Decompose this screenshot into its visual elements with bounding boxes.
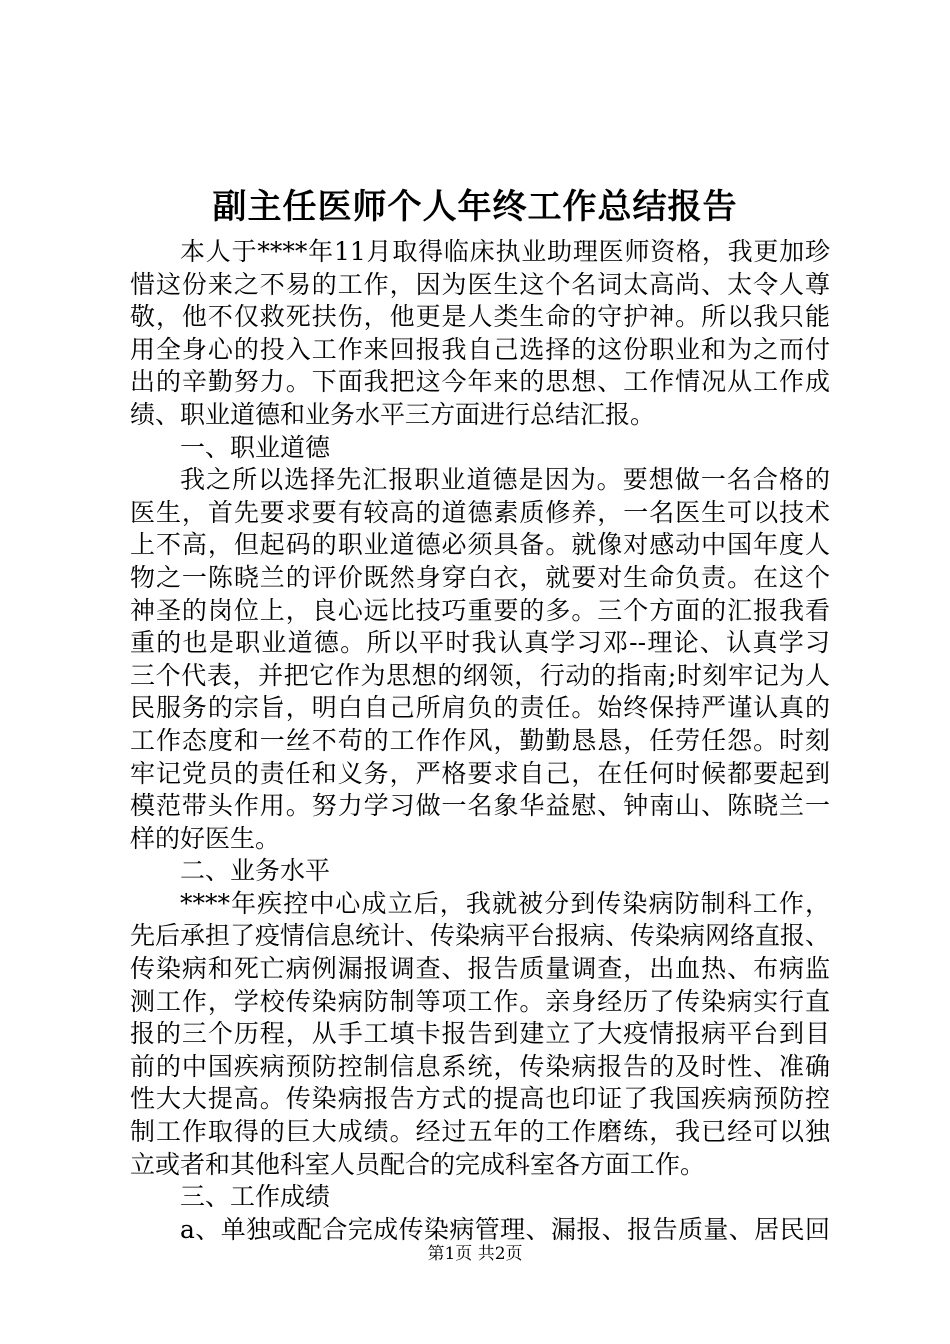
paragraph-line: 本人于****年11月取得临床执业助理医师资格，我更加珍	[180, 237, 830, 266]
paragraph-line: a、单独或配合完成传染病管理、漏报、报告质量、居民回	[180, 1214, 830, 1244]
paragraph-line: 出的辛勤努力。下面我把这今年来的思想、工作情况从工作成	[130, 367, 830, 397]
paragraph-line: 报的三个历程，从手工填卡报告到建立了大疫情报病平台到目	[130, 1019, 830, 1049]
paragraph-line: 制工作取得的巨大成绩。经过五年的工作磨练，我已经可以独	[130, 1117, 830, 1147]
paragraph-line: 工作态度和一丝不苟的工作作风，勤勤恳恳，任劳任怨。时刻	[130, 725, 830, 755]
page-footer: 第1页 共2页	[427, 1244, 523, 1264]
document-title: 副主任医师个人年终工作总结报告	[212, 187, 738, 227]
paragraph-line: 神圣的岗位上，良心远比技巧重要的多。三个方面的汇报我看	[130, 595, 830, 625]
paragraph-line: 用全身心的投入工作来回报我自己选择的这份职业和为之而付	[130, 334, 830, 364]
paragraph-line: 前的中国疾病预防控制信息系统，传染病报告的及时性、准确	[130, 1051, 830, 1081]
paragraph-line: 敬，他不仅救死扶伤，他更是人类生命的守护神。所以我只能	[130, 302, 830, 332]
paragraph-line: 模范带头作用。努力学习做一名象华益慰、钟南山、陈晓兰一	[130, 791, 830, 821]
paragraph-line: 我之所以选择先汇报职业道德是因为。要想做一名合格的	[180, 465, 830, 495]
paragraph-line: 惜这份来之不易的工作，因为医生这个名词太高尚、太令人尊	[130, 269, 830, 299]
paragraph-line: 重的也是职业道德。所以平时我认真学习邓--理论、认真学习	[130, 628, 830, 658]
paragraph-line: 性大大提高。传染病报告方式的提高也印证了我国疾病预防控	[130, 1084, 830, 1114]
paragraph-line: 医生，首先要求要有较高的道德素质修养，一名医生可以技术	[130, 497, 830, 527]
paragraph-line: 民服务的宗旨，明白自己所肩负的责任。始终保持严谨认真的	[130, 693, 830, 723]
paragraph-line: 物之一陈晓兰的评价既然身穿白衣，就要对生命负责。在这个	[130, 562, 830, 592]
document-body	[130, 236, 830, 1246]
paragraph-line: 上不高，但起码的职业道德必须具备。就像对感动中国年度人	[130, 530, 830, 560]
paragraph-line: 测工作，学校传染病防制等项工作。亲身经历了传染病实行直	[130, 986, 830, 1016]
paragraph-line: 三个代表，并把它作为思想的纲领，行动的指南;时刻牢记为人	[130, 660, 830, 690]
paragraph-line: 传染病和死亡病例漏报调查、报告质量调查，出血热、布病监	[130, 954, 830, 984]
paragraph-line: 先后承担了疫情信息统计、传染病平台报病、传染病网络直报、	[130, 921, 831, 951]
paragraph-line: 绩、职业道德和业务水平三方面进行总结汇报。	[130, 399, 656, 429]
paragraph-line: 牢记党员的责任和义务，严格要求自己，在任何时候都要起到	[130, 758, 830, 788]
section-heading: 一、职业道德	[180, 432, 331, 462]
section-heading: 二、业务水平	[180, 856, 331, 886]
paragraph-line: 样的好医生。	[130, 823, 281, 853]
paragraph-line: ****年疾控中心成立后，我就被分到传染病防制科工作，	[180, 888, 830, 918]
section-heading: 三、工作成绩	[180, 1182, 331, 1212]
paragraph-line: 立或者和其他科室人员配合的完成科室各方面工作。	[130, 1149, 706, 1179]
